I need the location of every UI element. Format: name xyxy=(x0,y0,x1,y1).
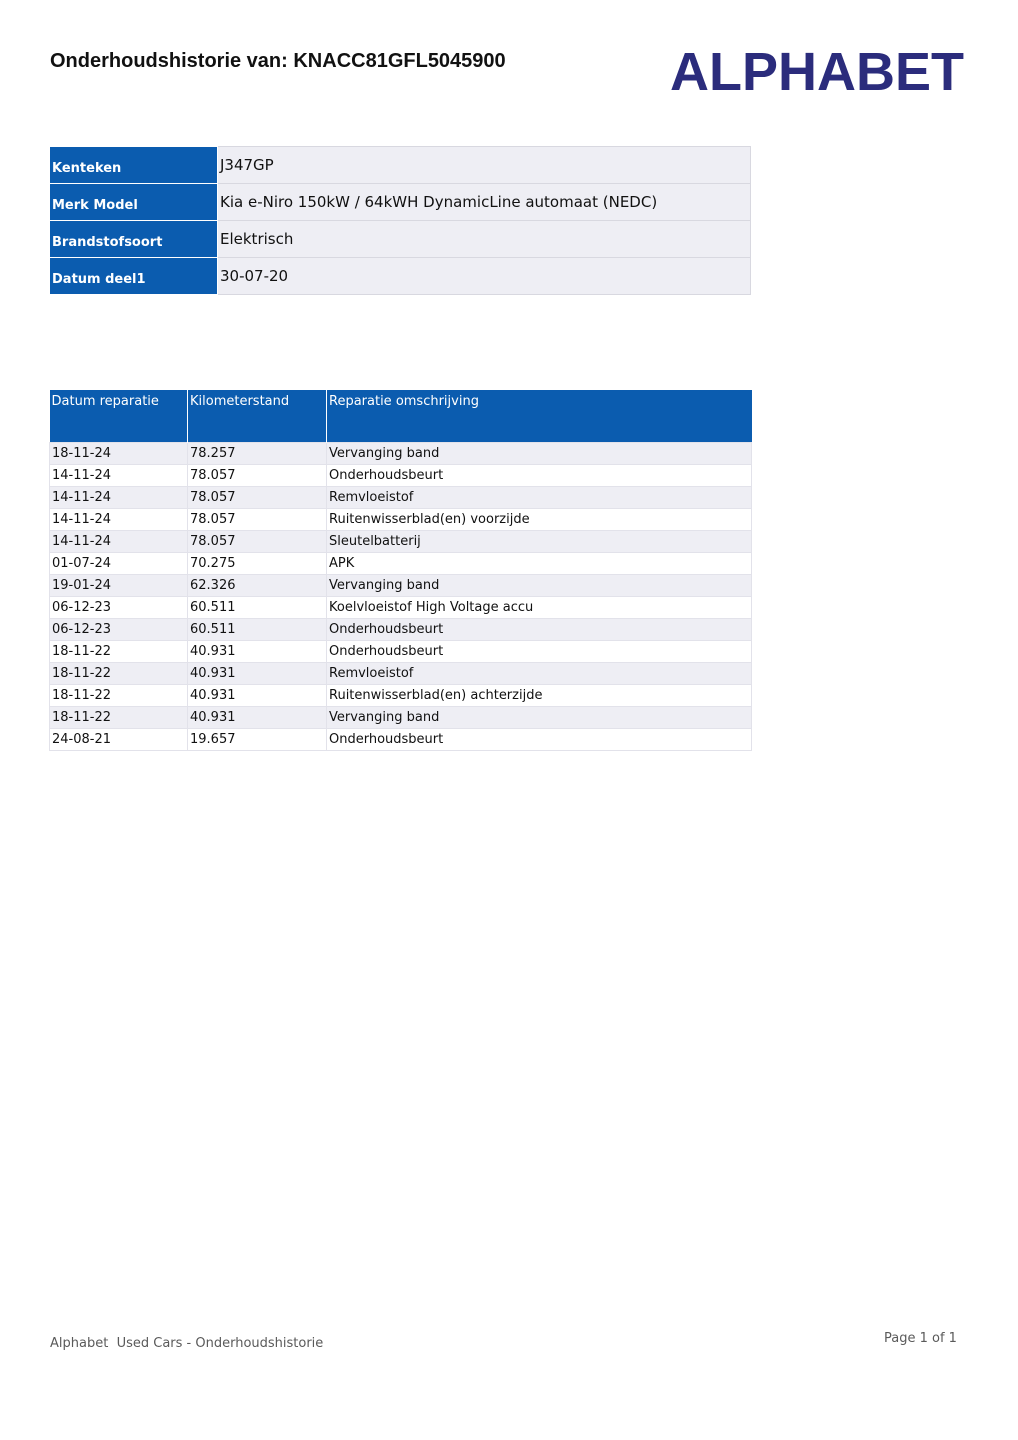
repair-date-cell: 24-08-21 xyxy=(50,728,188,750)
vehicle-info-value: Elektrisch xyxy=(218,221,751,258)
footer-page-number: Page 1 of 1 xyxy=(884,1331,957,1346)
vehicle-info-label: Merk Model xyxy=(50,184,218,221)
vehicle-info-label: Datum deel1 xyxy=(50,258,218,295)
repair-mileage-cell: 60.511 xyxy=(188,618,327,640)
vehicle-info-row xyxy=(50,221,751,258)
vehicle-info-label: Kenteken xyxy=(50,147,218,184)
repair-mileage-cell: 78.057 xyxy=(188,530,327,552)
table-row xyxy=(50,640,752,662)
vehicle-info-value: J347GP xyxy=(218,147,751,184)
repair-description-cell: Onderhoudsbeurt xyxy=(327,618,752,640)
repair-description-cell: Vervanging band xyxy=(327,706,752,728)
vehicle-info-table xyxy=(49,146,751,295)
repair-date-cell: 14-11-24 xyxy=(50,508,188,530)
repair-description-cell: Sleutelbatterij xyxy=(327,530,752,552)
table-row xyxy=(50,706,752,728)
repair-description-cell: Ruitenwisserblad(en) achterzijde xyxy=(327,684,752,706)
repair-mileage-cell: 40.931 xyxy=(188,662,327,684)
vehicle-info-row xyxy=(50,258,751,295)
vehicle-info-value: 30-07-20 xyxy=(218,258,751,295)
table-row xyxy=(50,596,752,618)
repair-description-cell: Remvloeistof xyxy=(327,486,752,508)
table-row xyxy=(50,618,752,640)
table-row xyxy=(50,552,752,574)
repair-description-cell: Onderhoudsbeurt xyxy=(327,640,752,662)
repair-description-cell: Remvloeistof xyxy=(327,662,752,684)
table-row xyxy=(50,728,752,750)
table-row xyxy=(50,442,752,464)
repair-date-cell: 18-11-24 xyxy=(50,442,188,464)
repair-mileage-cell: 19.657 xyxy=(188,728,327,750)
repair-description-cell: APK xyxy=(327,552,752,574)
repair-mileage-cell: 78.057 xyxy=(188,464,327,486)
repair-mileage-cell: 40.931 xyxy=(188,640,327,662)
column-header-date: Datum reparatie xyxy=(50,390,188,442)
table-row xyxy=(50,574,752,596)
vehicle-info-row xyxy=(50,184,751,221)
table-row xyxy=(50,684,752,706)
repair-date-cell: 19-01-24 xyxy=(50,574,188,596)
logo-text: ALPHABET xyxy=(670,42,965,102)
repair-header-row xyxy=(50,390,752,442)
footer-document-name: Alphabet Used Cars - Onderhoudshistorie xyxy=(50,1336,324,1351)
vehicle-info-value: Kia e-Niro 150kW / 64kWH DynamicLine automaat (NEDC) xyxy=(218,184,751,221)
repair-date-cell: 14-11-24 xyxy=(50,486,188,508)
alphabet-logo xyxy=(668,40,966,102)
vehicle-info-row xyxy=(50,147,751,184)
repair-date-cell: 06-12-23 xyxy=(50,596,188,618)
repair-description-cell: Ruitenwisserblad(en) voorzijde xyxy=(327,508,752,530)
table-row xyxy=(50,464,752,486)
column-header-description: Reparatie omschrijving xyxy=(327,390,752,442)
table-row xyxy=(50,662,752,684)
repair-mileage-cell: 78.057 xyxy=(188,508,327,530)
repair-description-cell: Koelvloeistof High Voltage accu xyxy=(327,596,752,618)
repair-mileage-cell: 78.057 xyxy=(188,486,327,508)
column-header-mileage: Kilometerstand xyxy=(188,390,327,442)
repair-mileage-cell: 40.931 xyxy=(188,706,327,728)
repair-history-table xyxy=(49,390,752,751)
repair-date-cell: 18-11-22 xyxy=(50,640,188,662)
table-row xyxy=(50,486,752,508)
repair-mileage-cell: 62.326 xyxy=(188,574,327,596)
repair-mileage-cell: 40.931 xyxy=(188,684,327,706)
repair-date-cell: 18-11-22 xyxy=(50,684,188,706)
repair-date-cell: 14-11-24 xyxy=(50,464,188,486)
page-title: Onderhoudshistorie van: KNACC81GFL5045900 xyxy=(50,50,506,72)
repair-description-cell: Onderhoudsbeurt xyxy=(327,464,752,486)
repair-date-cell: 01-07-24 xyxy=(50,552,188,574)
table-row xyxy=(50,508,752,530)
repair-description-cell: Onderhoudsbeurt xyxy=(327,728,752,750)
repair-mileage-cell: 60.511 xyxy=(188,596,327,618)
repair-mileage-cell: 78.257 xyxy=(188,442,327,464)
repair-mileage-cell: 70.275 xyxy=(188,552,327,574)
table-row xyxy=(50,530,752,552)
repair-description-cell: Vervanging band xyxy=(327,442,752,464)
repair-date-cell: 18-11-22 xyxy=(50,662,188,684)
repair-description-cell: Vervanging band xyxy=(327,574,752,596)
vehicle-info-label: Brandstofsoort xyxy=(50,221,218,258)
repair-date-cell: 18-11-22 xyxy=(50,706,188,728)
repair-date-cell: 06-12-23 xyxy=(50,618,188,640)
repair-date-cell: 14-11-24 xyxy=(50,530,188,552)
